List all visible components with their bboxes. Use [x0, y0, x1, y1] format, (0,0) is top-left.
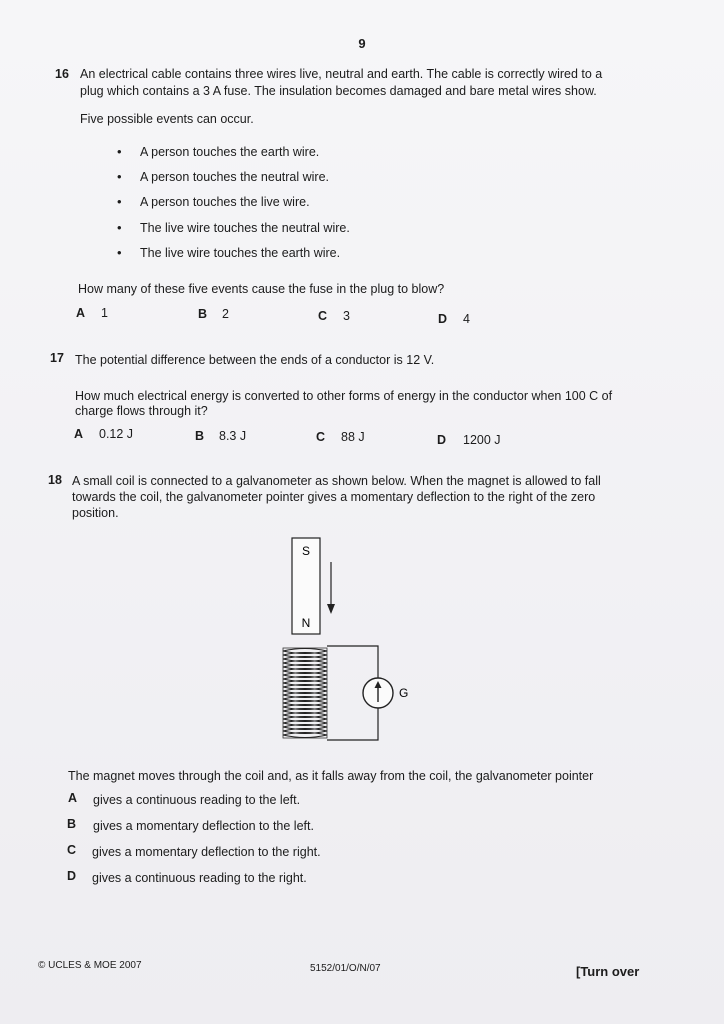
wire-bottom	[327, 708, 378, 740]
bullet: •	[117, 220, 122, 235]
bullet: •	[117, 194, 122, 209]
option-letter-a: A	[68, 791, 78, 805]
option-letter-d: D	[438, 312, 448, 326]
option-letter-c: C	[67, 843, 77, 857]
option-text-b: gives a momentary deflection to the left.	[93, 819, 314, 833]
option-text-d: 4	[463, 312, 470, 326]
option-text-b: 2	[222, 307, 229, 321]
page-number: 9	[358, 36, 366, 51]
bullet: •	[117, 169, 122, 184]
option-text-b: 8.3 J	[219, 429, 247, 443]
q16-question: How many of these five events cause the fuse in the plug to blow?	[78, 282, 445, 296]
option-text-a: gives a continuous reading to the left.	[93, 793, 301, 807]
q17-line-1: The potential difference between the ends of a conductor is 12 V.	[75, 353, 435, 367]
option-text-a: 0.12 J	[99, 427, 134, 441]
option-letter-d: D	[67, 869, 77, 883]
q18-stem: The magnet moves through the coil and, as it falls away from the coil, the galvanometer pointer	[68, 769, 594, 783]
coil	[283, 648, 327, 738]
bullet: •	[117, 245, 122, 260]
option-letter-b: B	[195, 429, 205, 443]
q18-line-2: towards the coil, the galvanometer pointer gives a momentary deflection to the right of the zero	[72, 490, 596, 504]
q18-line-3: position.	[72, 506, 119, 520]
option-text-d: 1200 J	[463, 433, 501, 447]
option-text-d: gives a continuous reading to the right.	[92, 871, 307, 885]
q17-question-line-1: How much electrical energy is converted to other forms of energy in the conductor when 100 C of	[75, 389, 613, 403]
magnet-pole-s: S	[301, 544, 311, 558]
q16-event: A person touches the live wire.	[140, 195, 310, 209]
wire-top	[327, 646, 378, 678]
q16-event: The live wire touches the earth wire.	[140, 246, 341, 260]
option-text-c: gives a momentary deflection to the right.	[92, 845, 321, 859]
q18-line-1: A small coil is connected to a galvanometer as shown below. When the magnet is allowed to fall	[72, 474, 601, 488]
option-text-a: 1	[101, 306, 108, 320]
galvanometer-label: G	[399, 686, 409, 700]
option-letter-a: A	[74, 427, 84, 441]
q16-event: A person touches the neutral wire.	[140, 170, 330, 184]
option-letter-b: B	[198, 307, 208, 321]
turn-over-label: [Turn over	[576, 964, 640, 979]
coil-galvanometer-diagram	[270, 530, 420, 750]
q17-question-line-2: charge flows through it?	[75, 404, 208, 418]
bullet: •	[117, 144, 122, 159]
q18-number: 18	[48, 473, 62, 487]
q16-line-2: plug which contains a 3 A fuse. The insulation becomes damaged and bare metal wires show.	[80, 84, 597, 98]
option-text-c: 88 J	[341, 430, 365, 444]
q16-event: The live wire touches the neutral wire.	[140, 221, 350, 235]
magnet-pole-n: N	[301, 616, 311, 630]
option-letter-a: A	[76, 306, 86, 320]
option-letter-d: D	[437, 433, 447, 447]
footer-copyright: © UCLES & MOE 2007	[38, 960, 142, 971]
q16-number: 16	[55, 67, 69, 81]
q16-event: A person touches the earth wire.	[140, 145, 320, 159]
option-text-c: 3	[343, 309, 350, 323]
q16-intro: Five possible events can occur.	[80, 112, 254, 126]
q16-line-1: An electrical cable contains three wires live, neutral and earth. The cable is correctly wired to a	[80, 67, 603, 81]
option-letter-b: B	[67, 817, 77, 831]
footer-paper-code: 5152/01/O/N/07	[310, 963, 381, 974]
option-letter-c: C	[316, 430, 326, 444]
arrow-head-icon	[327, 604, 335, 614]
option-letter-c: C	[318, 309, 328, 323]
q17-number: 17	[50, 351, 64, 365]
